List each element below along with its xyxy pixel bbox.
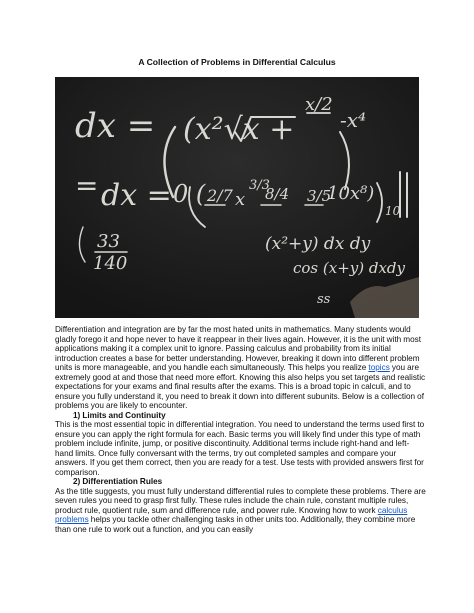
section-heading-limits: 1) Limits and Continuity	[73, 410, 166, 420]
chalkboard-photo	[55, 77, 419, 318]
chalk-text-18: ss	[317, 292, 331, 307]
chalkboard-image	[55, 77, 419, 318]
chalk-text-3: -x⁴	[340, 108, 367, 132]
section-heading-differentiation: 2) Differentiation Rules	[73, 477, 163, 486]
document-title: A Collection of Problems in Differential Calculus	[138, 57, 336, 67]
chalk-text-5: dx =	[101, 178, 172, 213]
chalk-text-8: x	[235, 189, 246, 210]
chalk-text-0: dx =	[75, 106, 156, 146]
chalk-text-10: 8/4	[265, 185, 290, 203]
section-body-differentiation	[55, 487, 427, 535]
chalk-text-1: (x²√x +	[183, 112, 295, 147]
chalk-text-14: 33	[97, 231, 120, 252]
chalk-text-4: =	[75, 169, 99, 202]
intro-text-2: you are extremely good at and those that need more effort. Knowing this also helps you set targets and realistic expectations for your exams and final results after the exams. This is a broad topic in calculi, and to ensure you fully understand it, you need to break it down into different subunits. Below is a collection of problems you are likely to encounter.	[55, 363, 426, 410]
chalk-text-16: (x²+y) dx dy	[265, 234, 371, 254]
chalk-text-12: 10x⁸)	[327, 183, 375, 204]
intro-text-1: Differentiation and integration are by far the most hated units in mathematics. Many students would gladly forego it and hope never to have it reappear in their lives again. However, it is the unit with most applications making it a complex unit to ignore. Passing calculus and probability from its initial introduction creates a base for better understanding. However, breaking it down into different problem units is more manageable, and you handle each simultaneously. This helps you realize	[55, 325, 422, 372]
chalk-text-17: cos (x+y) dxdy	[293, 259, 406, 277]
chalk-text-7: 2/7	[207, 186, 233, 205]
intro-paragraph	[55, 325, 427, 411]
chalk-text-9: 3/3	[249, 178, 270, 193]
differentiation-text-2: helps you tackle other challenging tasks in other units too. Additionally, they combine more than one rule to work out a function, and you can easily	[55, 515, 416, 534]
chalk-text-15: 140	[93, 253, 128, 274]
topics-link[interactable]: topics	[368, 363, 390, 372]
chalk-text-2: x/2	[305, 94, 333, 115]
differentiation-text-1: As the title suggests, you must fully understand differential rules to complete these problems. There are seven rules you need to grasp first fully. These rules include the chain rule, constant multiple rules, product rule, quotient rule, sum and difference rule, and power rule. Knowing how to work	[55, 486, 426, 515]
chalk-text-11: 3/5	[307, 187, 332, 205]
chalk-text-13: 10	[385, 204, 401, 218]
calculus-problems-link[interactable]: calculus problems	[55, 505, 408, 524]
document-body	[55, 325, 427, 534]
section-body-limits: This is the most essential topic in differential integration. You need to understand the terms used first to ensure you can apply the right formula for each. Basic terms you will likely find under this type of math problem include infinite, jump, or positive discontinuity. Additional terms include right-hand and left-hand limits. Once fully conversant with the terms, try out completed samples and compare your answers. If you get them correct, then you are ready for a test. Use tests with provided answers first for comparison.	[55, 420, 425, 477]
chalk-text-6: 0 (	[173, 180, 206, 208]
